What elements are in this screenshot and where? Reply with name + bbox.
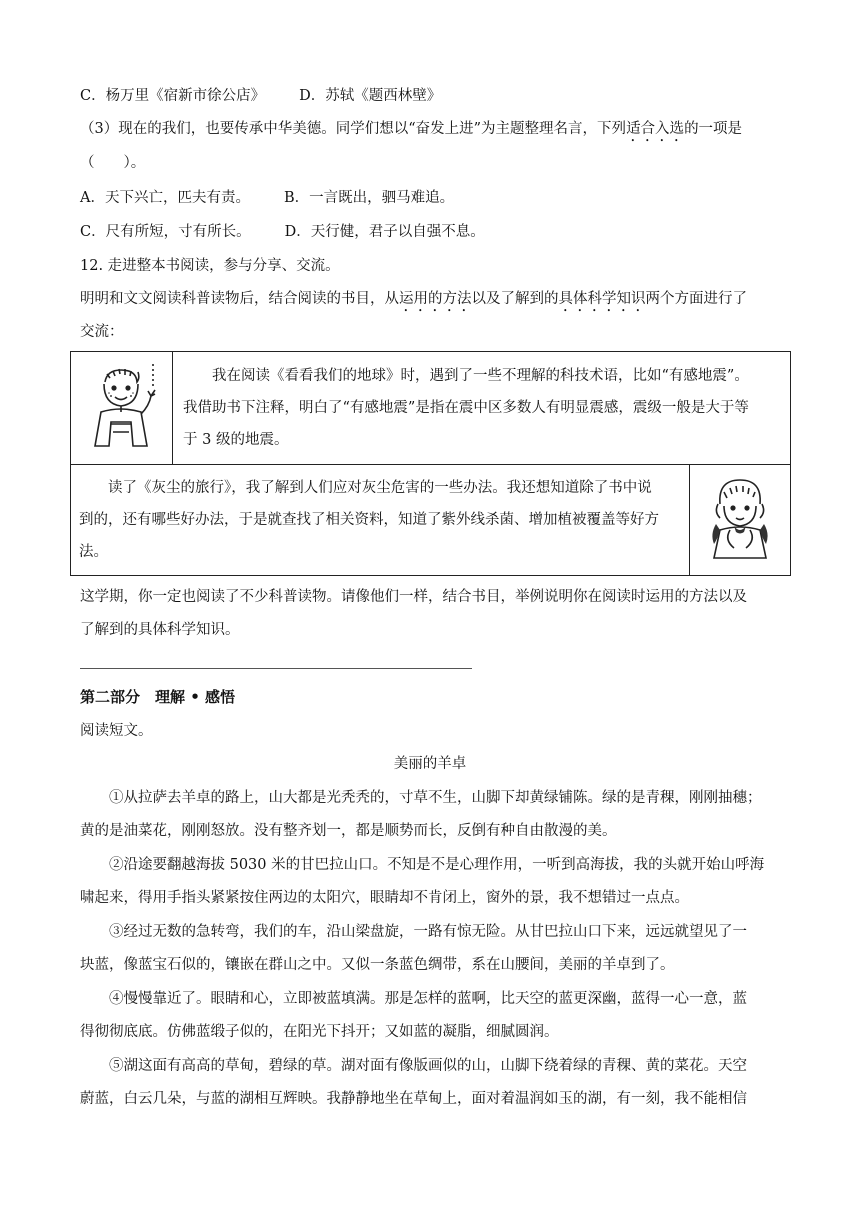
emphasized-text: 适合入选 [626, 121, 685, 137]
option-b: B．一言既出，驷马难追。 [283, 190, 455, 206]
exchange-table [70, 351, 791, 576]
mingming-text-line: 我在阅读《看看我们的地球》时，遇到了一些不理解的科技术语，比如“有感地震”。 [183, 368, 749, 384]
wenwen-text-line: 法。 [79, 544, 108, 560]
answer-line [80, 668, 472, 669]
article-paragraph-line: ①从拉萨去羊卓的路上，山大都是光秃秃的，寸草不生，山脚下却黄绿铺陈。绿的是青稞，刚刚抽穗； [80, 790, 762, 806]
question-12-task-line: 了解到的具体科学知识。 [80, 622, 240, 638]
option-row-ab [80, 188, 454, 208]
question-3-prompt: （3）现在的我们，也要传承中华美德。同学们想以“奋发上进”为主题整理名言，下列适合入选的一项是 [80, 121, 743, 137]
article-title: 美丽的羊卓 [393, 756, 467, 772]
option-a: A．天下兴亡，匹夫有责。 [80, 190, 250, 206]
article-paragraph-line: 块蓝，像蓝宝石似的，镶嵌在群山之中。又似一条蓝色绸带，系在山腰间，美丽的羊卓到了。 [80, 957, 675, 973]
emphasized-text: 运用的方法 [399, 291, 472, 307]
option-c: C．尺有所短，寸有所长。 [80, 224, 251, 240]
part-2-instruction: 阅读短文。 [80, 723, 153, 739]
option-row-cd2 [80, 222, 485, 242]
wenwen-text-cell [71, 464, 690, 575]
question-12-intro-end: 交流： [80, 324, 124, 340]
article-paragraph-line: ②沿途要翻越海拔 5030 米的甘巴拉山口。不知是不是心理作用，一听到高海拔，我的头就开始山呼海 [80, 857, 765, 873]
boy-illustration-cell [71, 352, 173, 464]
part-2-heading: 第二部分 理解 • 感悟 [80, 688, 236, 706]
mingming-text-cell [173, 352, 790, 464]
article-paragraph-line: 得彻彻底底。仿佛蓝缎子似的，在阳光下抖开；又如蓝的凝脂，细腻圆润。 [80, 1024, 559, 1040]
question-12-title: 12. 走进整本书阅读，参与分享、交流。 [80, 258, 340, 274]
girl-thinking-illustration [690, 464, 789, 575]
exchange-row-wenwen [71, 464, 790, 575]
mingming-text-line: 我借助书下注释，明白了“有感地震”是指在震中区多数人有明显震感，震级一般是大于等 [183, 400, 749, 416]
question-12-task-line: 这学期，你一定也阅读了不少科普读物。请像他们一样，结合书目，举例说明你在阅读时运用的方法以及 [80, 589, 747, 605]
girl-illustration-cell [690, 464, 790, 575]
answer-blank: （ ）。 [80, 155, 146, 171]
mingming-text-line: 于 3 级的地震。 [183, 432, 289, 448]
article-paragraph-line: ③经过无数的急转弯，我们的车，沿山梁盘旋，一路有惊无险。从甘巴拉山口下来，远远就望见了一 [80, 924, 747, 940]
boy-waving-illustration [71, 352, 171, 464]
question-12-intro: 明明和文文阅读科普读物后，结合阅读的书目，从运用的方法以及了解到的具体科学知识两个方面进行了 [80, 291, 747, 307]
article-paragraph-line: ④慢慢靠近了。眼睛和心，立即被蓝填满。那是怎样的蓝啊，比天空的蓝更深幽，蓝得一心一意，蓝 [80, 991, 747, 1007]
article-paragraph-line: ⑤湖这面有高高的草甸，碧绿的草。湖对面有像版画似的山，山脚下绕着绿的青稞、黄的菜花。天空 [80, 1058, 747, 1074]
article-paragraph-line: 黄的是油菜花，刚刚怒放。没有整齐划一，都是顺势而长，反倒有种自由散漫的美。 [80, 823, 617, 839]
option-d: D．天行健，君子以自强不息。 [284, 224, 485, 240]
emphasized-text: 具体科学知识 [558, 291, 646, 307]
option-row-cd [80, 86, 441, 106]
option-d-poem: D．苏轼《题西林壁》 [299, 88, 442, 104]
option-c-poem: C．杨万里《宿新市徐公店》 [80, 88, 266, 104]
exchange-row-mingming [71, 352, 790, 465]
wenwen-text-line: 读了《灰尘的旅行》，我了解到人们应对灰尘危害的一些办法。我还想知道除了书中说 [79, 480, 652, 496]
wenwen-text-line: 到的，还有哪些好办法，于是就查找了相关资料，知道了紫外线杀菌、增加植被覆盖等好方 [79, 512, 659, 528]
article-paragraph-line: 蔚蓝，白云几朵，与蓝的湖相互辉映。我静静地坐在草甸上，面对着温润如玉的湖，有一刻，我不能相信 [80, 1091, 747, 1107]
article-paragraph-line: 啸起来，得用手指头紧紧按住两边的太阳穴，眼睛却不肯闭上，窗外的景，我不想错过一点点。 [80, 890, 689, 906]
